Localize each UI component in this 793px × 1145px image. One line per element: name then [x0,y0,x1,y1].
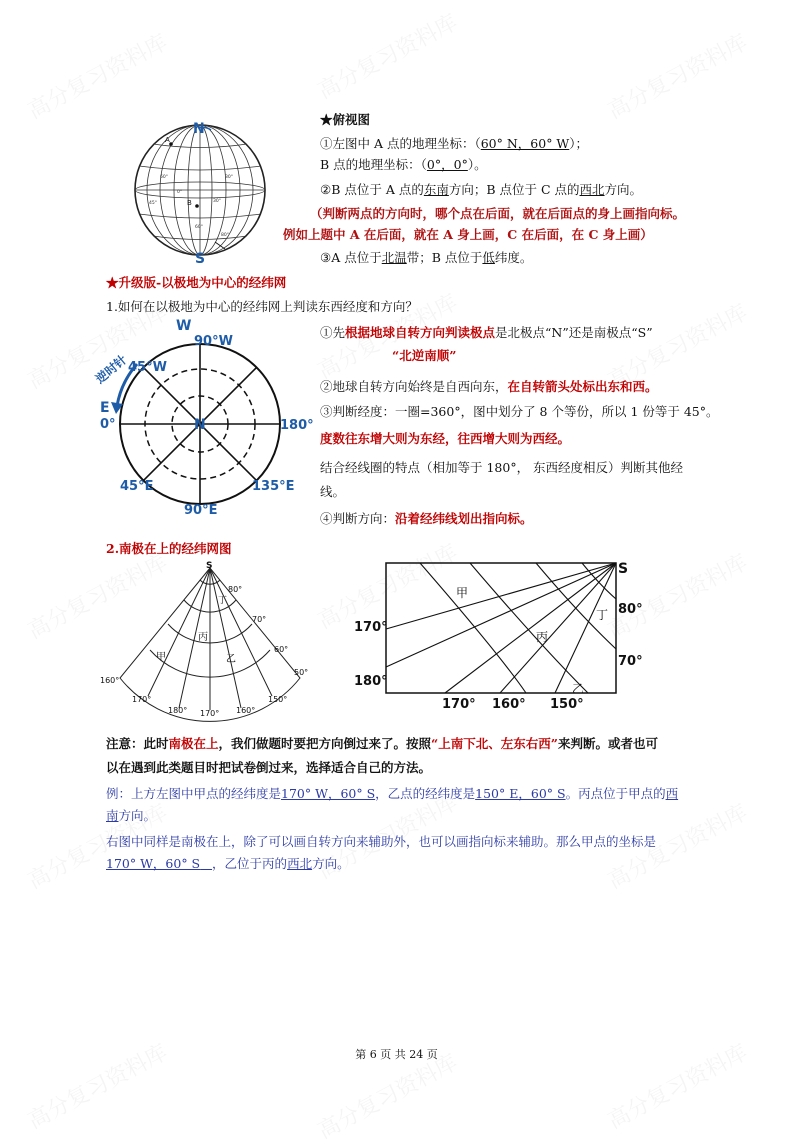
example-right-line2 [106,856,350,872]
q3-answer1: 北温 [381,250,407,265]
q3-answer2: 低 [482,250,495,265]
step3-highlight: 度数往东增大则为东经，往西增大则为西经。 [320,431,571,446]
q1-answer: 60° N，60° W [480,136,570,151]
watermark [312,6,463,106]
step1-prefix: ①先 [320,325,346,340]
example-line1 [106,786,678,802]
fan-80-label: 80° [228,585,243,594]
q1b-answer: 0°，0° [426,157,468,172]
polar-w-label: W [176,318,192,334]
fan-50-label: 50° [294,668,309,677]
polar-180-label: 180° [280,418,314,433]
q1-suffix: ）； [569,136,589,151]
point-b-label: B [187,199,192,207]
step1-mnemonic: “北逆南顺” [392,348,457,363]
step4-line2: 线。 [320,484,346,499]
fan-yi-label: 乙 [226,654,236,665]
example-right-part2: ，乙位于丙的 [212,856,288,871]
polar-0-label: 0° [100,417,116,432]
step2-highlight: 在自转箭头处标出东和西。 [507,379,658,394]
example-right-answer2: 西北 [287,856,313,871]
fan-jia-label: 甲 [156,652,166,663]
point-b-dot [195,204,199,208]
polar-diagram [92,316,312,546]
globe-diagram [125,118,285,268]
q1b-prefix: B 点的地理坐标：（ [320,157,427,172]
step2-prefix: ②地球自转方向始终是自西向东， [320,379,508,394]
note-highlight1: 南极在上 [168,736,219,751]
q3-part3: 纬度。 [494,250,533,265]
q2-part1: ②B 点位于 A 点的 [320,182,424,197]
rect-yi-label: 乙 [572,682,585,696]
q2-answer2: 西北 [579,182,605,197]
example-part3: 。丙点位于甲点的 [565,786,666,801]
example-answer1: 170° W，60° S [281,786,376,801]
step5-prefix: ④判断方向： [320,511,396,526]
note-line2: 以在遇到此类题目时把试卷倒过来，选择适合自己的方法。 [106,760,432,775]
fan-60-label: 60° [274,645,289,654]
q1-prefix: ①左图中 A 点的地理坐标：（ [320,136,481,151]
rect-b150-label: 150° [550,697,584,712]
svg-text:45°: 45° [149,201,157,206]
globe-south-label: S [195,251,206,267]
rect-jia-label: 甲 [456,586,469,600]
polar-90w-label: 90°W [194,334,233,349]
svg-text:30°: 30° [213,199,221,204]
step3-line: ③判断经度：一圈=360°，图中划分了 8 个等份，所以 1 份等于 45°。 [320,404,719,419]
note-line1 [106,736,658,752]
fan-bing-label: 丙 [198,632,208,643]
fan-ding-label: 丁 [218,596,228,606]
q3-part2: 带；B 点位于 [406,250,483,265]
example-right-part3: 方向。 [312,856,350,871]
fan-160b-label: 160° [236,706,256,715]
fan-170a-label: 170° [132,695,152,704]
example-line2 [106,808,156,824]
fan-s-label: S [206,561,213,571]
section-title-top-view: ★俯视图 [320,112,371,127]
q3-part1: ③A 点位于 [320,250,382,265]
globe-north-label: N [193,121,205,137]
polar-center-label: N [194,417,206,433]
fan-180-label: 180° [168,706,188,715]
svg-text:30°: 30° [225,175,233,180]
watermark [22,26,173,126]
q2-line [320,182,642,198]
svg-text:60°: 60° [160,175,168,180]
rect-bing-label: 丙 [536,630,549,644]
q2-part2: 方向；B 点位于 C 点的 [448,182,580,197]
rect-ding-label: 丁 [596,608,609,622]
example-answer3b: 南 [106,808,119,823]
svg-text:80°: 80° [221,233,229,238]
q2-part3: 方向。 [604,182,643,197]
polar-135e-label: 135°E [252,479,295,494]
polar-45w-label: 45°W [128,360,167,375]
section-title-upgrade: ★升级版-以极地为中心的经纬网 [106,275,287,290]
rect-s-label: S [618,561,629,577]
step5-line [320,511,533,527]
rect-180-label: 180° [354,674,388,689]
step1-suffix: 是北极点“N”还是南极点“S” [495,325,653,340]
example-right-line1: 右图中同样是南极在上，除了可以画自转方向来辅助外，也可以画指向标来辅助。那么甲点的坐标是 [106,834,657,849]
example-answer3a: 西 [665,786,679,801]
example-right-answer1: 170° W，60° S [106,856,201,871]
point-a-label: A [165,136,170,144]
step1-highlight: 根据地球自转方向判读极点 [345,325,496,340]
q1-line [320,136,588,152]
step5-highlight: 沿着经纬线划出指向标。 [395,511,533,526]
fan-170b-label: 170° [200,709,220,718]
watermark [602,26,753,126]
q2-answer1: 东南 [423,182,449,197]
step2-line [320,379,658,395]
note-highlight2: “上南下北、左东右西” [431,736,558,751]
polar-45e-label: 45°E [120,479,154,494]
rect-b170-label: 170° [442,697,476,712]
tip-line2: 例如上题中 A 在后面，就在 A 身上画，C 在后面，在 C 身上画） [283,227,653,242]
polar-90e-label: 90°E [184,503,218,518]
note-part1: 注意：此时 [106,736,169,751]
south-rect-diagram [350,555,643,715]
fan-160a-label: 160° [100,676,120,685]
svg-text:60°: 60° [195,225,203,230]
rect-70-label: 70° [618,654,643,669]
polar-arrow-label: 逆时针 [92,352,130,387]
example-part2: ，乙点的经纬度是 [375,786,476,801]
upgrade-question: 1.如何在以极地为中心的经纬网上判读东西经度和方向？ [106,299,418,314]
svg-text:0°: 0° [177,190,183,195]
q1b-line [320,157,487,173]
fan-70-label: 70° [252,615,267,624]
q1b-suffix: ）。 [467,157,487,172]
example-part4: 方向。 [118,808,157,823]
fan-150-label: 150° [268,695,288,704]
note-part2: ，我们做题时要把方向倒过来了。按照 [218,736,432,751]
note-part3: 来判断。或者也可 [557,736,658,751]
tip-line1: （判断两点的方向时，哪个点在后面，就在后面点的身上画指向标。 [310,206,686,221]
page-footer: 第 6 页 共 24 页 [355,1048,438,1061]
polar-e-label: E [100,400,110,416]
step4-line1: 结合经线圈的特点（相加等于 180°， 东西经度相反）判断其他经 [320,460,684,475]
example-answer2: 150° E，60° S [475,786,566,801]
south-fan-diagram [92,560,322,720]
step1-line [320,325,653,341]
rect-b160-label: 160° [492,697,526,712]
example-part1: 例：上方左图中甲点的经纬度是 [106,786,282,801]
q3-line [320,250,532,266]
section-title-south: 2.南极在上的经纬网图 [106,541,232,556]
rect-80-label: 80° [618,602,643,617]
rect-170-label: 170° [354,620,388,635]
